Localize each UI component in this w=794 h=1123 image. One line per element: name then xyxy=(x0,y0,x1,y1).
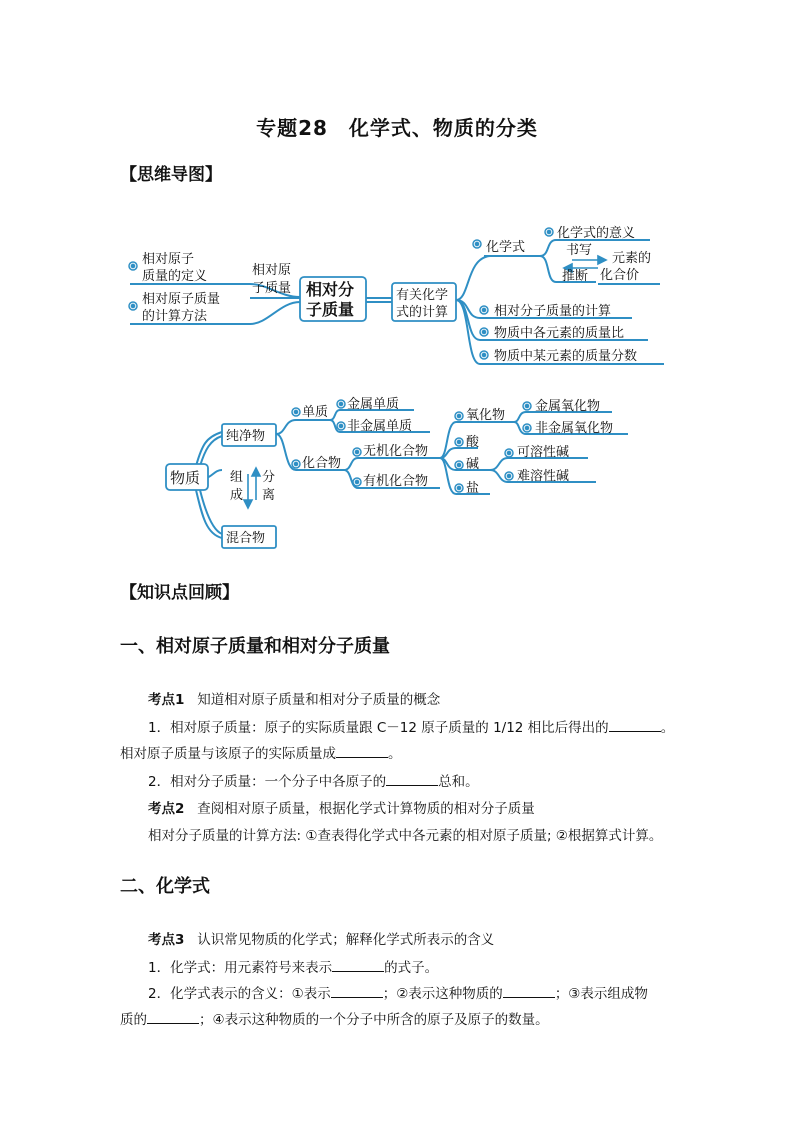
para-1a-text: 1．相对原子质量：原子的实际质量跟 C－12 原子质量的 1/12 相比后得出的 xyxy=(148,720,609,736)
organic-label: 有机化合物 xyxy=(363,474,429,489)
para-2-text: 2．相对分子质量：一个分子中各原子的 xyxy=(148,774,387,790)
oxide-label: 氧化物 xyxy=(466,408,506,423)
kp3-line xyxy=(148,928,494,948)
kp1-line xyxy=(148,688,440,708)
element-label: 单质 xyxy=(302,405,329,420)
blank-6 xyxy=(503,985,555,998)
mixture-label: 混合物 xyxy=(226,531,266,546)
para-5b: ；②表示这种物质的 xyxy=(382,986,503,1002)
formula-label: 化学式 xyxy=(486,240,526,255)
left-item1-line2: 质量的定义 xyxy=(142,269,208,284)
kp3-text: 认识常见物质的化学式；解释化学式所表示的含义 xyxy=(197,932,495,948)
base-label: 碱 xyxy=(466,457,480,472)
write-label: 书写 xyxy=(566,243,593,258)
kp1-text: 知道相对原子质量和相对分子质量的概念 xyxy=(197,692,441,708)
inorganic-label: 无机化合物 xyxy=(363,444,429,459)
matter-label: 物质 xyxy=(170,469,201,487)
para-6b: ；④表示这种物质的一个分子中所含的原子及原子的数量。 xyxy=(199,1012,549,1028)
separate-line1: 分 xyxy=(262,470,276,485)
blank-4 xyxy=(332,959,384,972)
para-1a-end: 。 xyxy=(660,720,675,736)
para-4-end: 的式子。 xyxy=(384,960,439,976)
metal-oxide: 金属氧化物 xyxy=(535,399,601,414)
kp2-text: 查阅相对原子质量，根据化学式计算物质的相对分子质量 xyxy=(197,801,535,817)
nonmetal-element: 非金属单质 xyxy=(347,419,413,434)
para-4 xyxy=(148,956,438,976)
acid-label: 酸 xyxy=(466,435,480,450)
para-3: 相对分子质量的计算方法: ①查表得化学式中各元素的相对原子质量; ②根据算式计算。 xyxy=(148,828,663,844)
metal-element: 金属单质 xyxy=(347,397,400,412)
blank-3 xyxy=(386,773,438,786)
left-item2-line2: 的计算方法 xyxy=(142,309,208,324)
para-6a: 质的 xyxy=(120,1012,147,1028)
left-item1-line1: 相对原子 xyxy=(142,252,195,267)
calc-item3: 物质中某元素的质量分数 xyxy=(494,349,638,364)
kp2-label: 考点2 xyxy=(148,801,185,817)
compose-line1: 组 xyxy=(230,470,244,485)
kp1-label: 考点1 xyxy=(148,692,185,708)
para-4-text: 1．化学式：用元素符号来表示 xyxy=(148,960,333,976)
center-line2: 子质量 xyxy=(306,300,355,319)
pure-label: 纯净物 xyxy=(226,429,266,444)
para-1b xyxy=(120,742,402,762)
formula-meaning: 化学式的意义 xyxy=(557,226,636,241)
branch-label-line2: 子质量 xyxy=(252,281,292,296)
separate-line2: 离 xyxy=(262,488,276,503)
insoluble-base: 难溶性碱 xyxy=(517,469,570,484)
para-5 xyxy=(148,982,648,1002)
valence-line1: 元素的 xyxy=(612,251,652,266)
calc-item1: 相对分子质量的计算 xyxy=(494,304,612,319)
left-item2-line1: 相对原子质量 xyxy=(142,292,221,307)
nonmetal-oxide: 非金属氧化物 xyxy=(535,421,614,436)
center-line1: 相对分 xyxy=(306,280,355,299)
para-2 xyxy=(148,770,479,790)
page-title: 专题28 化学式、物质的分类 xyxy=(256,116,538,140)
kp3-label: 考点3 xyxy=(148,932,185,948)
blank-5 xyxy=(331,985,383,998)
soluble-base: 可溶性碱 xyxy=(517,445,570,460)
review-heading: 【知识点回顾】 xyxy=(120,583,239,603)
section1-title: 一、相对原子质量和相对分子质量 xyxy=(120,636,390,657)
salt-label: 盐 xyxy=(466,481,480,496)
calc-item2: 物质中各元素的质量比 xyxy=(494,326,625,341)
blank-1 xyxy=(609,719,661,732)
compound-label: 化合物 xyxy=(302,456,342,471)
para-5a: 2．化学式表示的含义：①表示 xyxy=(148,986,331,1002)
para-1b-end: 。 xyxy=(388,746,402,762)
branch-label-line1: 相对原 xyxy=(252,263,292,278)
para-6 xyxy=(120,1008,549,1028)
calc-box-line2: 式的计算 xyxy=(396,305,449,320)
blank-2 xyxy=(336,745,388,758)
calc-box-line1: 有关化学 xyxy=(396,288,449,303)
infer-label: 推断 xyxy=(562,269,589,284)
para-1b-text: 相对原子质量与该原子的实际质量成 xyxy=(120,746,336,762)
section2-title: 二、化学式 xyxy=(120,876,210,897)
para-5c: ；③表示组成物 xyxy=(554,986,648,1002)
valence-line2: 化合价 xyxy=(600,268,640,283)
blank-7 xyxy=(147,1011,199,1024)
kp2-line xyxy=(148,797,535,817)
mindmap-heading: 【思维导图】 xyxy=(120,165,222,185)
para-1a xyxy=(148,716,674,736)
compose-line2: 成 xyxy=(230,488,244,503)
para-2-end: 总和。 xyxy=(438,774,479,790)
